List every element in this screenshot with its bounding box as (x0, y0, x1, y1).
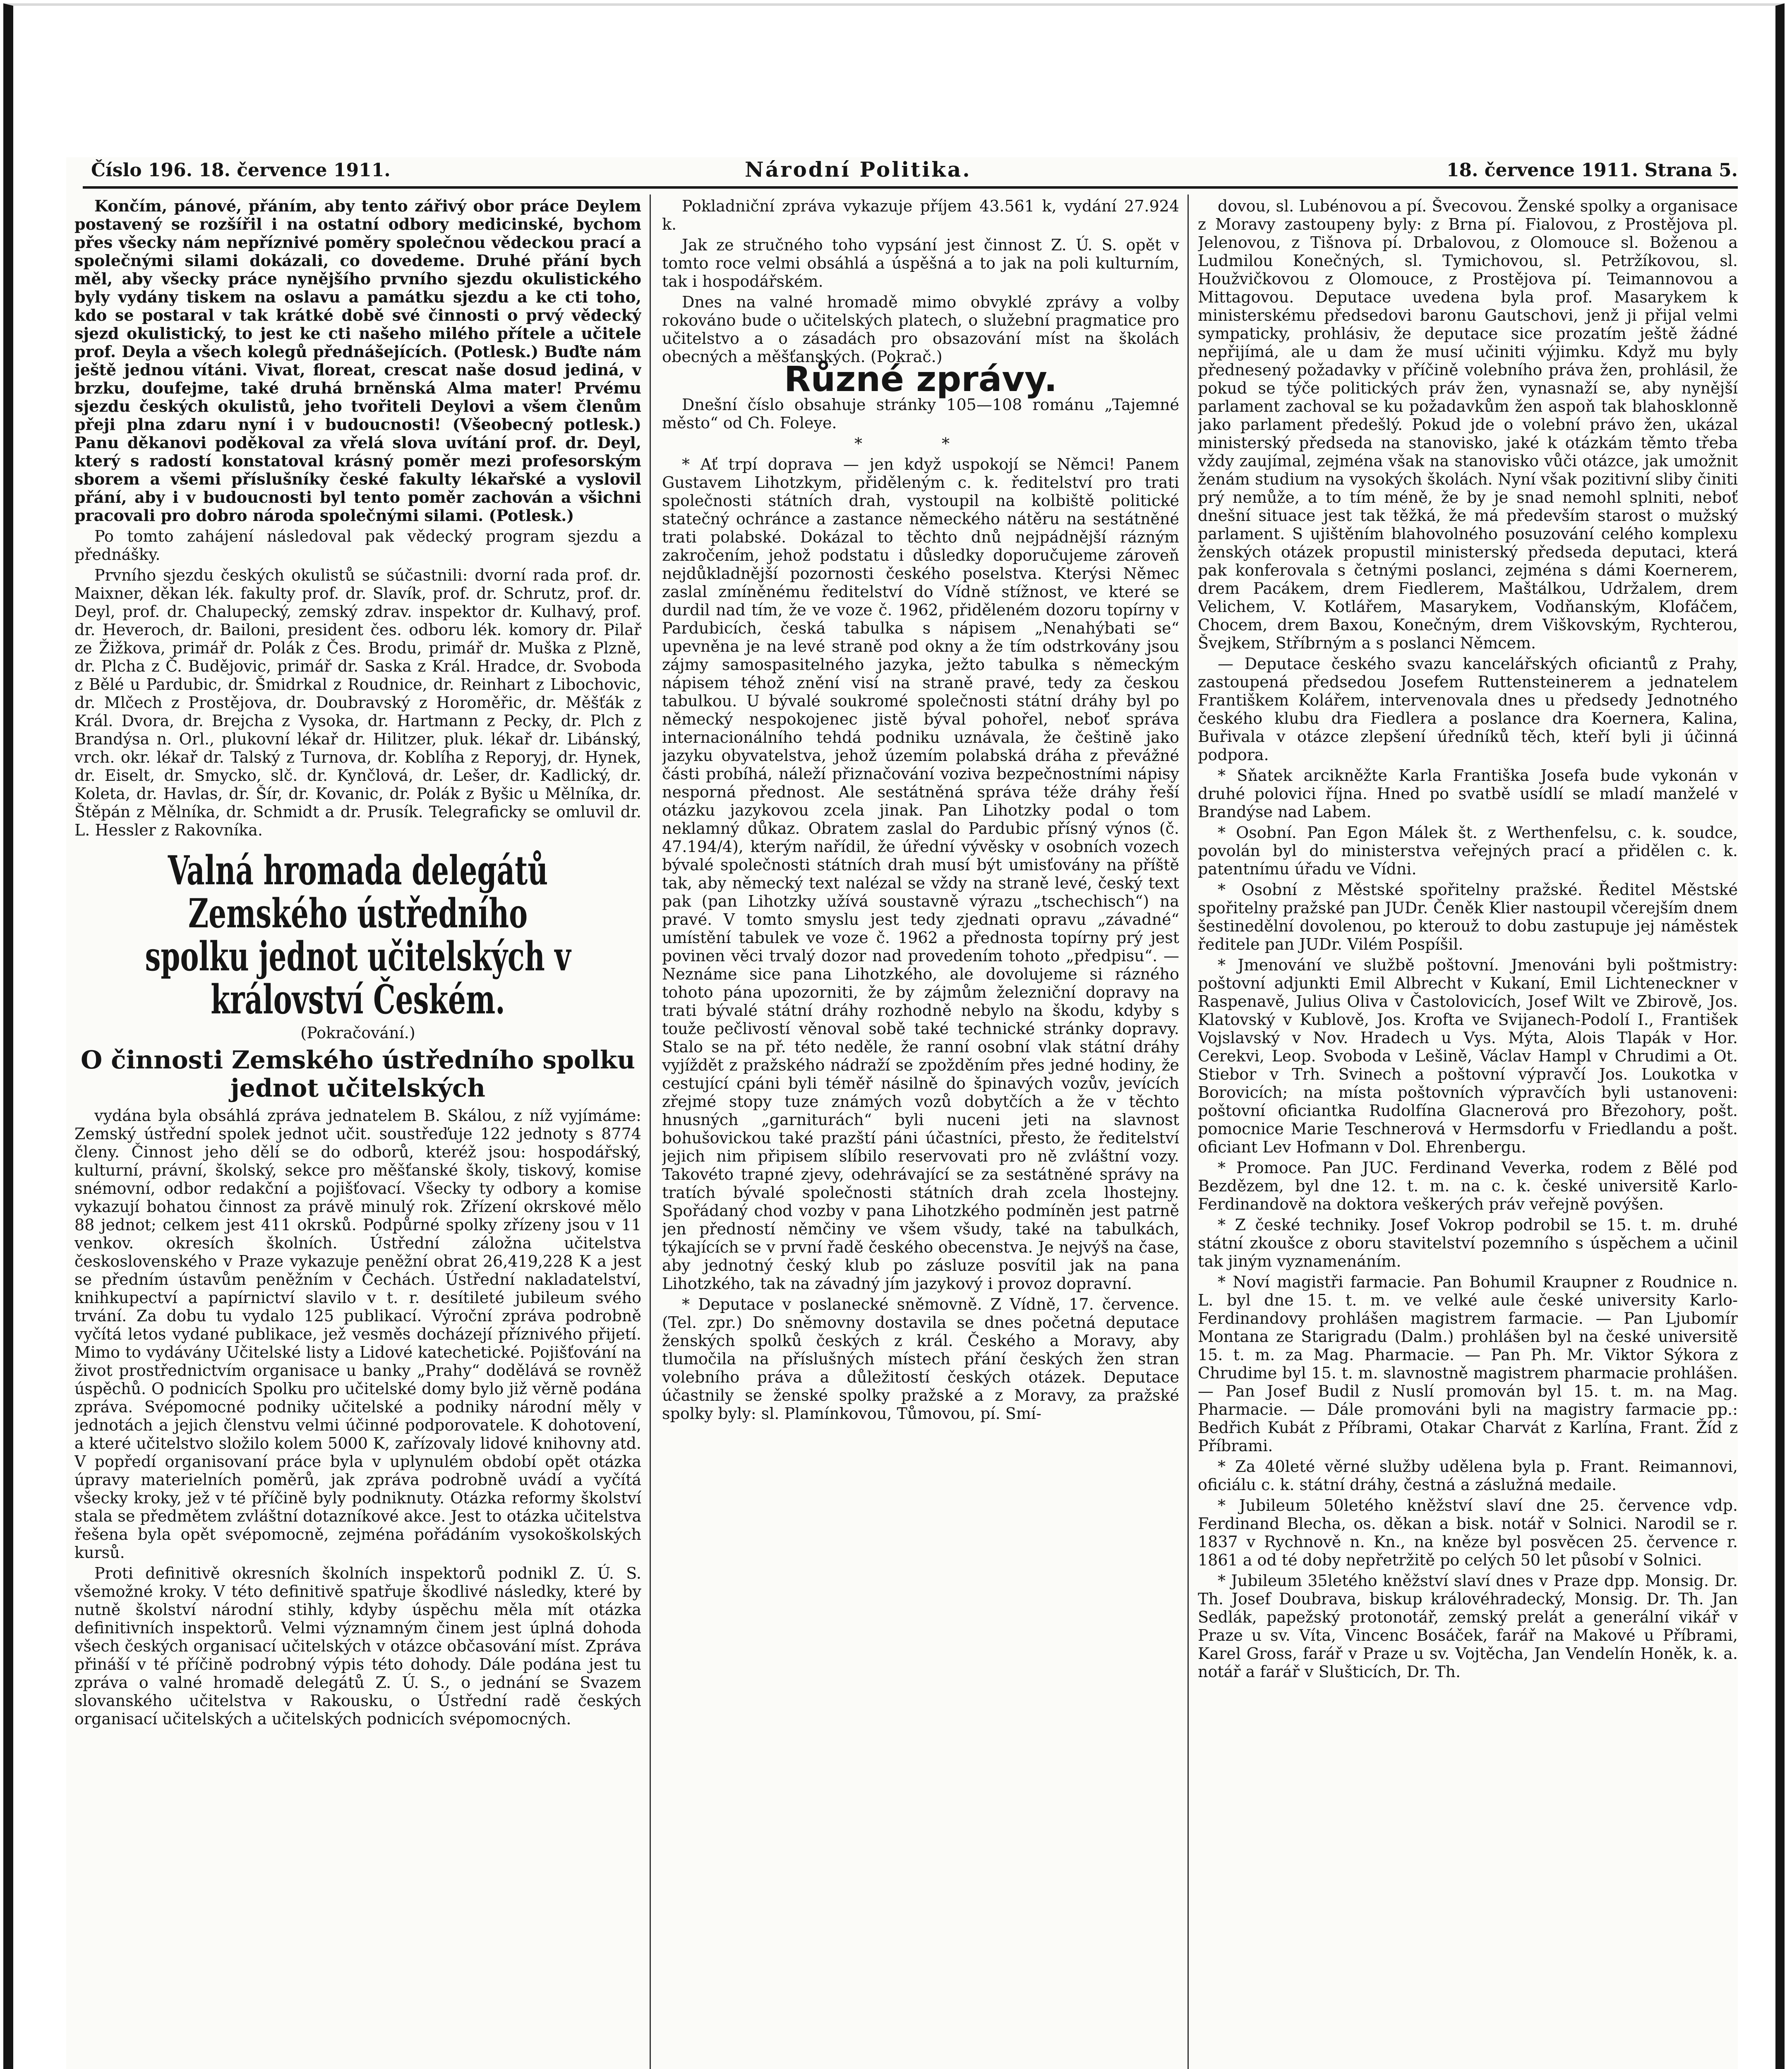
news-item: * Osobní z Městské spořitelny pražské. Ředitel Městské spořitelny pražské pan JUDr. Čeněk Klier nastoupil včerejším dnem šestinedělní dovolenou, po kterouž to dobu zastupuje jej náměstek ředitele pan JUDr. Vilém Pospíšil. (1198, 881, 1738, 953)
news-item: dovou, sl. Lubénovou a pí. Švecovou. Ženské spolky a organisace z Moravy zastoupeny byly: z Brna pí. Fialovou, z Prostějova pl. Jelenovou, z Tišnova pí. Drbalovou, z Olomouce sl. Boženou a Ludmilou Konečných, sl. Tymichovou, sl. Petržíkovou, sl. Houžvičkovou z Olomouce, z Prostějova pí. Teimannovou a Mittagovou. Deputace uvedena byla prof. Masarykem k ministerskému předsedovi baronu Gautschovi, jenž ji přijal velmi sympaticky, prohlásiv, že deputace sice prozatím ještě žádné nepřijímá, ale u dam že musí učiniti výjimku. Když mu byly přednesený požadavky v příčině volebního práva žen, prohlásil, že pokud se týče politických práv žen, vynasnaží se, aby nynější parlament zachoval se ku požadavkům žen aspoň tak blahosklonně jako parlament předešlý. Pokud jde o volební právo žen, ukázal ministerský předseda na stanovisko, jaké k otázkám těmto třeba vždy zaujímal, zejména však na stanovisko vůči otázce, jak umožnit ženám studium na vysokých školách. Nyní však pozitivní sliby činiti prý nemůže, a to tím méně, že by je snad nemohl splniti, neboť dnešní situace jest tak těžká, že má především starost o mužský parlament. S ujištěním blahovolného posuzování celého komplexu ženských otázek propustil ministerský předseda deputaci, která pak konferovala s četnými poslanci, zejména s dámi Koernerem, drem Pacákem, drem Fiedlerem, Maštálkou, Udržalem, drem Velichem, V. Kotlářem, Masarykem, Vodňanským, Klofáčem, Chocem, drem Baxou, Konečným, drem Viškovským, Rychterou, Švejkem, Stříbrným a s poslanci Němcem. (1198, 197, 1738, 652)
column-3 (1198, 197, 1738, 2069)
continuation-note: (Pokračování.) (300, 1024, 415, 1042)
header-rule (83, 186, 1738, 189)
column-divider (650, 194, 651, 2069)
news-item: * Deputace v poslanecké sněmovně. Z Vídně, 17. července. (Tel. zpr.) Do sněmovny dostavila se dnes početná deputace ženských spolků českých z král. Českého a Moravy, aby tlumočila na příslušných místech přání českých žen stran volebního práva a důležitostí českých otázek. Deputace účastnily se ženské spolky pražské a z Moravy, za pražské spolky byly: sl. Plamínkovou, Tůmovou, pí. Smí- (662, 1295, 1179, 1423)
article-paragraph: Jak ze stručného toho vypsání jest činnost Z. Ú. S. opět v tomto roce velmi obsáhlá a úspěšná a to jak na poli kulturním, tak i hospodářském. (662, 236, 1179, 290)
article-paragraph: Pokladniční zpráva vykazuje příjem 43.561 k, vydání 27.924 k. (662, 197, 1179, 233)
header-masthead: Národní Politika. (745, 157, 972, 182)
news-item: * Za 40leté věrné služby udělena byla p. Frant. Reimannovi, oficiálu c. k. státní dráhy, čestná a záslužná medaile. (1198, 1457, 1738, 1494)
header-issue: Číslo 196. 18. července 1911. (91, 160, 391, 181)
article-paragraph: Dnešní číslo obsahuje stránky 105—108 románu „Tajemné město“ od Ch. Foleye. (662, 396, 1179, 432)
newspaper-page (66, 157, 1738, 2069)
news-item: * Sňatek arcikněžte Karla Františka Josefa bude vykonán v druhé polovici října. Hned po svatbě usídlí se mladí manželé v Brandýse nad Labem. (1198, 766, 1738, 821)
article-paragraph: vydána byla obsáhlá zpráva jednatelem B. Skálou, z níž vyjímáme: Zemský ústřední spolek jednot učit. soustřeďuje 122 jednoty s 8774 členy. Činnost jeho dělí se do odborů, kteréž jsou: hospodářský, kulturní, právní, školský, sekce pro měšťanské školy, tiskový, komise snémovní, odbor redakční a pojišťovací. Všecky ty odbory a komise vykazují bohatou činnost za právě minulý rok. Zřízení okrskové mělo 88 jednot; celkem jest 411 okrsků. Podpůrné spolky zřízeny jsou v 11 venkov. okresích školních. Ústřední záložna učitelstva československého v Praze vykazuje peněžní obrat 26,419,228 K a jest se předním ústavům peněžním v Čechách. Ústřední nakladatelství, knihkupectví a papírnictví slavilo v t. r. desítileté jubileum svého trvání. Za dobu tu vydalo 125 publikací. Výroční zpráva podrobně vyčítá letos vydané publikace, jež vesměs docházejí příznivého přijetí. Mimo to vydávány Učitelské listy a Lidové katechetické. Pojišťování na život prostřednictvím organisace u banky „Prahy“ dodělává se rovněž úspěchů. O podnicích Spolku pro učitelské domy bylo již věrně podána zpráva. Svépomocné podniky učitelské a podniky národní měly v jednotách a jejich členstvu velmi účinné podporovatele. K dohotovení, a které učitelstvo složilo kolem 5000 K, zařízovaly lidové knihovny atd. V popředí organisovaní práce byla v uplynulém období opět otázka úpravy materielních poměrů, jak zpráva podrobně uvádí a vyčítá všecky kroky, jež v té příčině byly podniknuty. Otázka reformy školství stala se předmětem zvláštní dotazníkové akce. Jest to otázka učitelstva řešena byla opět svépomocně, zejména pořádáním vysokoškolských kursů. (74, 1107, 641, 1562)
news-item: * Promoce. Pan JUC. Ferdinand Veverka, rodem z Bělé pod Bezdězem, byl dne 12. t. m. na c. k. české universitě Karlo-Ferdinandově na doktora veškerých práv veřejně povýšen. (1198, 1159, 1738, 1213)
article-paragraph: Dnes na valné hromadě mimo obvyklé zprávy a volby rokováno bude o učitelských platech, o služební pragmatice pro učitelstvo a o zásadách pro obsazování míst na školách obecných a měšťanských. (Pokrač.) (662, 293, 1179, 366)
news-item: — Deputace českého svazu kancelářských oficiantů z Prahy, zastoupená předsedou Josefem Ruttensteinerem a jednatelem Františkem Kolářem, intervenovala dnes u předsedy Jednotného českého klubu dra Fiedlera a poslance dra Koernera, Kalina, Buřivala v otázce zlepšení úředníků těch, kteří byli ji účinná podpora. (1198, 655, 1738, 764)
news-item: * Jmenování ve službě poštovní. Jmenováni byli poštmistry: poštovní adjunkti Emil Albrecht v Kukaní, Emil Lichteneckner v Raspenavě, Julius Oliva v Častolovicích, Josef Wilt ve Zbirově, Jos. Klatovský v Kublově, Jos. Krofta ve Svijanech-Podolí I., František Vojslavský v Nov. Hradech u Vys. Mýta, Alois Tlapák v Hor. Cerekvi, Leop. Svoboda v Lešině, Václav Hampl v Chrudimi a Ot. Stiebor v Trh. Svinech a poštovní výpravčí Jos. Loukotka v Borovicích; na místa poštovních výpravčích byli ustanoveni: poštovní oficiantka Rudolfína Glacnerová pro Březohory, pošt. pomocnice Marie Teschnerová v Hermsdorfu v Friedlandu a pošt. oficiant Lev Hofmann v Dol. Ehrenbergu. (1198, 956, 1738, 1156)
separator-stars: * * (854, 434, 987, 453)
news-item: * Ať trpí doprava — jen když uspokojí se Němci! Panem Gustavem Lihotzkym, přiděleným c. k. ředitelství pro trati společnosti státních drah, vystoupil na kolbiště politické statečný ochránce a zastance německého nátěru na sestátněné trati polabské. Dokázal to těchto dnů nejpádnější rázným zakročením, jehož podstatu i důsledky doporučujeme zároveň nejdůkladnější pozornosti českého poselstva. Kterýsi Němec zaslal zmíněnému ředitelství do Vídně stížnost, ve které se durdil nad tím, že ve voze č. 1962, přiděleném dozoru topírny v Pardubicích, česká tabulka s nápisem „Nenahýbati se“ upevněna je na levé straně pod okny a že tím odstrkovány jsou zájmy samospasitelného jazyka, ježto tabulka s německým nápisem téhož znění visí na straně pravé, tedy za českou tabulkou. U bývalé soukromé společnosti státní dráhy byl po německý nespokojenec jistě býval pohořel, neboť správa internacionálního tehdá podniku uznávala, že češtině jako jazyku obyvatelstva, jehož územím polabská dráha z převážné části probíhá, náleží přiznačování voziva bezpečnostními nápisy nesporná přednost. Ale sestátněná správa téže dráhy řeší otázku jazykovou zcela jinak. Pan Lihotzky podal o tom neklamný důkaz. Obratem zaslal do Pardubic přísný výnos (č. 47.194/4), kterým nařídil, že úřední vývěsky v osobních vozech bývalé společnosti státních drah musí být umisťovány na příště tak, aby německý text nalézal se vždy na straně levé, český text pak (pan Lihotzky užívá soustavně výrazu „tschechisch“) na pravé. V tomto smyslu jest tedy zjednati opravu „závadné“ umístění tabulek ve voze č. 1962 a přednosta topírny prý jest povinen věci trvalý dozor nad provedením tohoto „předpisu“. — Neznáme sice pana Lihotzkého, ale dovolujeme si rázného tohoto pána upozorniti, že by zájmům železniční dopravy na trati bývalé státní dráhy rozhodně nebylo na škodu, kdyby s touže pečlivostí věnoval sobě také technické stránky dopravy. Stalo se na př. této neděle, že ranní osobní vlak státní dráhy vyjíždět z pražského nádraží se zpožděním přes jedné hodiny, že cestující cpáni byli téměř násilně do špinavých vozův, jevících zřejmé stopy tuze známých vozů dobytčích a že v těchto hnusných „garniturách“ byli nuceni jeti na slavnost bohušovickou také prazští páni účastníci, přesto, že ředitelství jejich nim připisem slíbilo reservovati pro ně zvláštní vozy. Takovéto trapné zjevy, odehrávající se za sestátněné správy na tratích bývalé společnosti státních drah zcela lhostejny. Spořádaný chod vozby v pana Lihotzkého podmíněn jest patrně jen předností němčiny ve všem všudy, také na tabulkách, týkajících se v první řadě českého obecenstva. Je nejvýš na čase, aby jednotný český klub po zásluze posvítil jak na pana Lihotzkého, tak na závadný jím jazykový i provoz dopravní. (662, 455, 1179, 1293)
column-divider (1187, 194, 1189, 2069)
news-item: * Jubileum 50letého kněžství slaví dne 25. července vdp. Ferdinand Blecha, os. děkan a bisk. notář v Solnici. Narodil se r. 1837 v Rychnově n. Kn., na kněze byl posvěcen 25. července r. 1861 a od té doby nepřetržitě po celých 50 let působí v Solnici. (1198, 1496, 1738, 1569)
article-paragraph: Proti definitivě okresních školních inspektorů podnikl Z. Ú. S. všemožné kroky. V této definitivě spatřuje škodlivé následky, které by nutně školství národní stihly, kdyby úspěchu měla mít otázka definitivních inspektorů. Velmi významným činem jest úplná dohoda všech českých organisací učitelských v otázce občasování míst. Zpráva přináší v té příčině podrobný výpis této dohody. Dále podána jest tu zpráva o valné hromadě delegátů Z. Ú. S., o jednání se Svazem slovanského učitelstva v Rakousku, o Ústřední radě českých organisací učitelských a učitelských podnicích svépomocných. (74, 1564, 641, 1728)
article-subheadline: O činnosti Zemského ústředního spolku jednot učitelských (81, 1046, 635, 1103)
news-item: * Z české techniky. Josef Vokrop podrobil se 15. t. m. druhé státní zkoušce z oboru stavitelství pozemního s úspěchem a učinil tak jiným vyznamenáním. (1198, 1216, 1738, 1270)
page-header (91, 157, 1738, 184)
article-paragraph: Končím, pánové, přáním, aby tento zářivý obor práce Deylem postavený se rozšířil i na ostatní odbory medicinské, bychom přes všecky nám nepříznivé poměry společnou vědeckou prací a společnými silami dokázali, co dovedeme. Druhé přání bych měl, aby všecky práce nynějšího prvního sjezdu okulistického byly vydány tiskem na oslavu a památku sjezdu a ke cti toho, kdo se postaral v tak krátké době své činnosti o prvý vědecký sjezd okulistický, to jest ke cti našeho milého přítele a učitele prof. Deyla a všech kolegů přednášejících. (Potlesk.) Buďte nám ještě jednou vítáni. Vivat, floreat, crescat naše dosud jediná, v brzku, doufejme, také druhá brněnská Alma mater! Prvému sjezdu českých okulistů, jeho tvořiteli Deylovi a všem členům přeji plna zdaru nyní i v budoucnosti! (Všeobecný potlesk.) Panu děkanovi poděkoval za vřelá slova uvítání prof. dr. Deyl, který s radostí konstatoval krásný poměr mezi profesorským sborem a všemi příslušníky české fakulty lékařské a vyslovil přání, aby i v budoucnosti byl tento poměr zachován a všichni pracovali pro dobro národa společnými silami. (Potlesk.) (74, 197, 641, 525)
news-item: * Jubileum 35letého kněžství slaví dnes v Praze dpp. Monsig. Dr. Th. Josef Doubrava, biskup královéhradecký, Monsig. Dr. Th. Jan Sedlák, papežský protonotář, zemský prelát a generální vikář v Praze u sv. Víta, Vincenc Bosáček, farář na Makové u Příbrami, Karel Gross, farář v Praze u sv. Vojtěcha, Jan Vendelín Honěk, k. a. notář a farář v Slušticích, Dr. Th. (1198, 1572, 1738, 1681)
article-headline: Valná hromada delegátů Zemského ústředního spolku jednot učitelských v království Českém. (145, 847, 571, 1023)
column-2 (662, 197, 1179, 2069)
news-item: * Osobní. Pan Egon Málek št. z Werthenfelsu, c. k. soudce, povolán byl do ministerstva veřejných prací a přidělen c. k. patentnímu úřadu ve Vídni. (1198, 823, 1738, 878)
news-item: * Noví magistři farmacie. Pan Bohumil Kraupner z Roudnice n. L. byl dne 15. t. m. ve velké aule české university Karlo-Ferdinandovy prohlášen magistrem farmacie. — Pan Ljubomír Montana ze Starigradu (Dalm.) prohlášen byl na české universitě 15. t. m. za Mag. Pharmacie. — Pan Ph. Mr. Viktor Sýkora z Chrudime byl 15. t. m. slavnostně magistrem pharmacie prohlášen. — Pan Josef Budil z Nuslí promován byl 15. t. m. na Mag. Pharmacie. — Dále promováni byli na magistry farmacie pp.: Bedřich Kubát z Příbrami, Otakar Charvát z Karlína, Frant. Žíd z Příbrami. (1198, 1273, 1738, 1455)
article-paragraph: Po tomto zahájení následoval pak vědecký program sjezdu a přednášky. (74, 527, 641, 564)
section-headline: Různé zprávy. (784, 359, 1058, 399)
column-1 (74, 197, 641, 2069)
article-paragraph: Prvního sjezdu českých okulistů se súčastnili: dvorní rada prof. dr. Maixner, děkan lék. fakulty prof. dr. Slavík, prof. dr. Schrutz, prof. dr. Deyl, prof. dr. Chalupecký, zemský zdrav. inspektor dr. Kulhavý, prof. dr. Heveroch, dr. Bailoni, president čes. odboru lék. komory dr. Pilař ze Žižkova, primář dr. Polák z Čes. Brodu, primář dr. Muška z Plzně, dr. Plcha z Č. Budějovic, primář dr. Saska z Král. Hradce, dr. Svoboda z Bělé u Pardubic, dr. Šmidrkal z Roudnice, dr. Reinhart z Libochovic, dr. Mlčech z Prostějova, dr. Doubravský z Horoměřic, dr. Měšťák z Král. Dvora, dr. Brejcha z Vysoka, dr. Hartmann z Pecky, dr. Plch z Brandýsa n. Orl., plukovní lékař dr. Hilitzer, pluk. lékař dr. Libánský, vrch. okr. lékař dr. Talský z Turnova, dr. Koblíha z Reporyj, dr. Hynek, dr. Eiselt, dr. Smycko, slč. dr. Kynčlová, dr. Lešer, dr. Kadlický, dr. Koleta, dr. Havlas, dr. Šír, dr. Kovanic, dr. Polák z Byšic u Mělníka, dr. Štěpán z Mělníka, dr. Schmidt a dr. Prusík. Telegraficky se omluvil dr. L. Hessler z Rakovníka. (74, 566, 641, 839)
header-date-page: 18. července 1911. Strana 5. (1446, 160, 1738, 181)
